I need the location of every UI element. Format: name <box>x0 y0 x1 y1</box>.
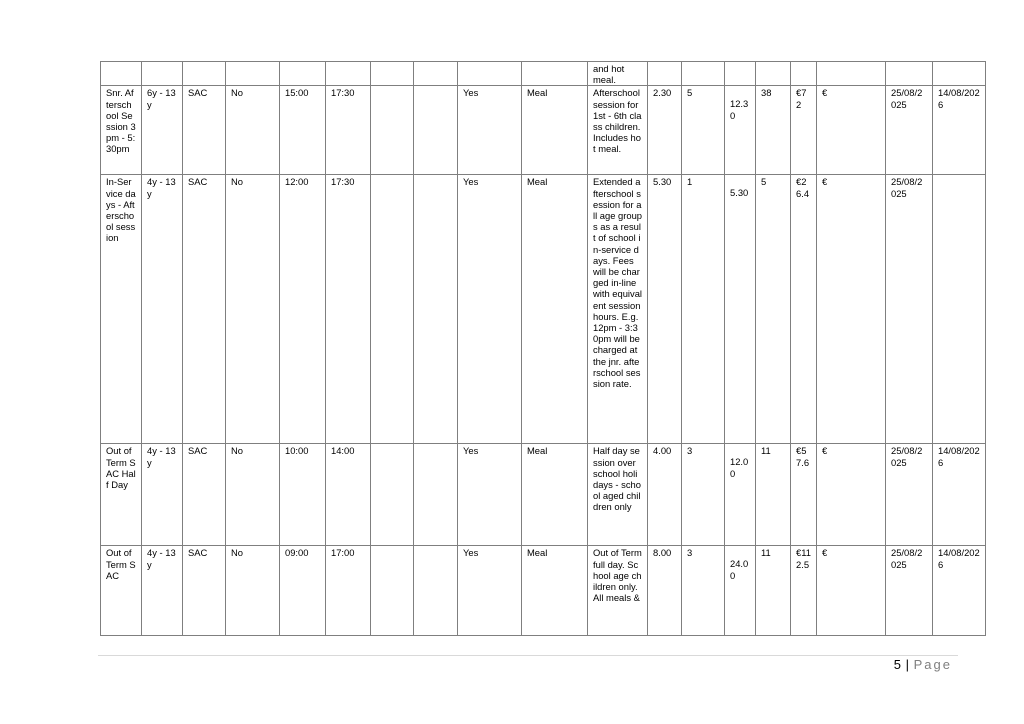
cell-description: Half day session over school holidays - school aged children only <box>588 444 648 546</box>
page-footer <box>894 657 952 672</box>
page-number: 5 <box>893 657 902 672</box>
cell-flag: No <box>226 444 280 546</box>
cell-to: 14/08/2026 <box>933 86 986 175</box>
cell-currency: € <box>817 546 886 636</box>
cell-age: 4y - 13y <box>142 546 183 636</box>
page-label: Page <box>913 657 952 672</box>
cell-type: SAC <box>183 444 226 546</box>
fee-schedule-table <box>100 61 986 636</box>
cell-weeks: 11 <box>756 546 791 636</box>
cell-blank <box>414 62 458 86</box>
cell-blank <box>414 546 458 636</box>
cell-end: 17:30 <box>326 175 371 444</box>
cell-currency <box>817 62 886 86</box>
cell-days: 3 <box>682 444 725 546</box>
cell-description: Out of Term full day. School age children only. All meals & <box>588 546 648 636</box>
cell-meal: Meal <box>522 86 588 175</box>
cell-days: 3 <box>682 546 725 636</box>
cell-to <box>933 175 986 444</box>
page-separator: | <box>905 657 910 672</box>
cell-hours: 2.30 <box>648 86 682 175</box>
cell-end: 14:00 <box>326 444 371 546</box>
cell-days: 1 <box>682 175 725 444</box>
cell-fee <box>791 62 817 86</box>
cell-end: 17:00 <box>326 546 371 636</box>
cell-fee: €57.6 <box>791 444 817 546</box>
footer-divider <box>98 655 958 656</box>
cell-type <box>183 62 226 86</box>
cell-meal-included: Yes <box>458 86 522 175</box>
table-row <box>101 86 986 175</box>
cell-end <box>326 62 371 86</box>
cell-blank <box>414 175 458 444</box>
cell-from <box>886 62 933 86</box>
cell-meal: Meal <box>522 444 588 546</box>
cell-description: and hot meal. <box>588 62 648 86</box>
cell-blank <box>371 546 414 636</box>
cell-to: 14/08/2026 <box>933 444 986 546</box>
cell-name: Out of Term SAC Half Day <box>101 444 142 546</box>
cell-hours: 4.00 <box>648 444 682 546</box>
cell-weeks: 5 <box>756 175 791 444</box>
cell-age: 6y - 13y <box>142 86 183 175</box>
cell-name <box>101 62 142 86</box>
table-row <box>101 546 986 636</box>
cell-meal-included: Yes <box>458 444 522 546</box>
cell-to: 14/08/2026 <box>933 546 986 636</box>
cell-type: SAC <box>183 175 226 444</box>
cell-description: Extended afterschool session for all age groups as a result of school in-service days. Fees will be charged in-line with equivalent session hours. E.g. 12pm - 3:30pm will be charged at the jnr. afterschool session rate. <box>588 175 648 444</box>
cell-flag <box>226 62 280 86</box>
cell-days <box>682 62 725 86</box>
cell-daily: 24.00 <box>725 546 756 636</box>
cell-meal-included: Yes <box>458 546 522 636</box>
cell-start: 09:00 <box>280 546 326 636</box>
cell-meal: Meal <box>522 175 588 444</box>
cell-hours <box>648 62 682 86</box>
cell-type: SAC <box>183 546 226 636</box>
cell-weeks <box>756 62 791 86</box>
cell-weeks: 11 <box>756 444 791 546</box>
cell-from: 25/08/2025 <box>886 86 933 175</box>
cell-daily: 12.30 <box>725 86 756 175</box>
cell-blank <box>371 62 414 86</box>
table-row <box>101 62 986 86</box>
cell-age: 4y - 13y <box>142 444 183 546</box>
cell-hours: 8.00 <box>648 546 682 636</box>
cell-name: Snr. Afterschool Session 3pm - 5:30pm <box>101 86 142 175</box>
cell-start: 15:00 <box>280 86 326 175</box>
cell-hours: 5.30 <box>648 175 682 444</box>
cell-daily: 12.00 <box>725 444 756 546</box>
cell-flag: No <box>226 175 280 444</box>
table-row <box>101 175 986 444</box>
cell-end: 17:30 <box>326 86 371 175</box>
cell-blank <box>371 86 414 175</box>
cell-description: Afterschool session for 1st - 6th class children. Includes hot meal. <box>588 86 648 175</box>
cell-blank <box>371 175 414 444</box>
cell-from: 25/08/2025 <box>886 444 933 546</box>
cell-age: 4y - 13y <box>142 175 183 444</box>
cell-name: In-Service days - Afterschool session <box>101 175 142 444</box>
cell-start: 10:00 <box>280 444 326 546</box>
cell-fee: €72 <box>791 86 817 175</box>
cell-name: Out of Term SAC <box>101 546 142 636</box>
cell-fee: €112.5 <box>791 546 817 636</box>
cell-currency: € <box>817 444 886 546</box>
cell-flag: No <box>226 86 280 175</box>
cell-start <box>280 62 326 86</box>
cell-weeks: 38 <box>756 86 791 175</box>
cell-to <box>933 62 986 86</box>
cell-from: 25/08/2025 <box>886 175 933 444</box>
cell-daily <box>725 62 756 86</box>
cell-meal-included <box>458 62 522 86</box>
cell-start: 12:00 <box>280 175 326 444</box>
cell-blank <box>371 444 414 546</box>
cell-currency: € <box>817 175 886 444</box>
cell-flag: No <box>226 546 280 636</box>
cell-fee: €26.4 <box>791 175 817 444</box>
cell-daily: 5.30 <box>725 175 756 444</box>
cell-meal <box>522 62 588 86</box>
cell-blank <box>414 444 458 546</box>
cell-from: 25/08/2025 <box>886 546 933 636</box>
cell-days: 5 <box>682 86 725 175</box>
cell-blank <box>414 86 458 175</box>
cell-meal-included: Yes <box>458 175 522 444</box>
cell-meal: Meal <box>522 546 588 636</box>
table-row <box>101 444 986 546</box>
cell-age <box>142 62 183 86</box>
cell-currency: € <box>817 86 886 175</box>
cell-type: SAC <box>183 86 226 175</box>
